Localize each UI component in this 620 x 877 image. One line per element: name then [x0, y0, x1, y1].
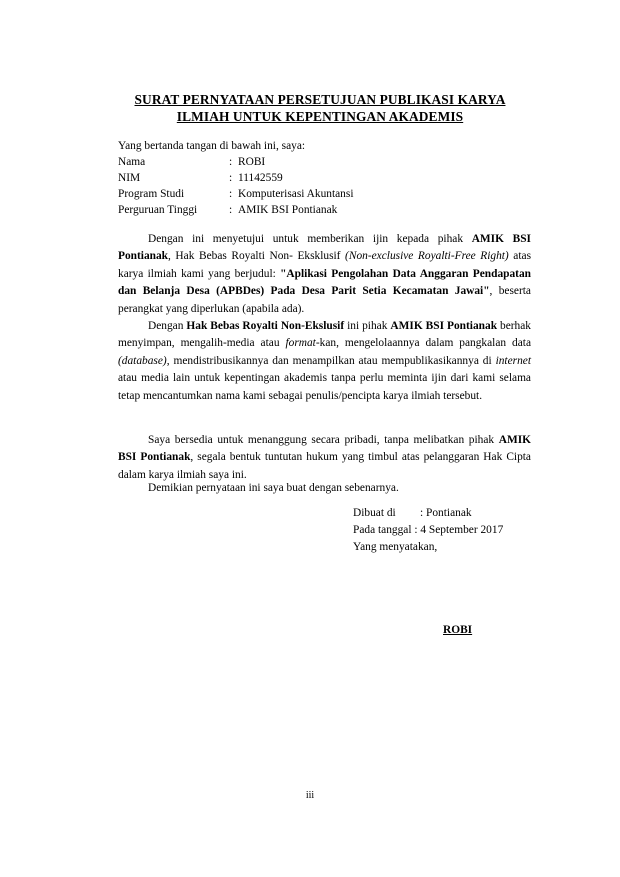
- italic-term: internet: [495, 354, 531, 367]
- field-value: AMIK BSI Pontianak: [238, 204, 338, 216]
- license-term: (Non-exclusive Royalti-Free Right): [345, 250, 509, 263]
- field-perguruan-tinggi: [118, 204, 538, 220]
- signer-name: ROBI: [443, 624, 473, 636]
- license-term: Hak Bebas Royalti Non-Ekslusif: [186, 320, 345, 332]
- institution-name: AMIK BSI Pontianak: [118, 233, 531, 263]
- page-number: iii: [305, 790, 315, 801]
- para1-text: Dengan ini menyetujui untuk memberikan ijin kepada pihak: [148, 233, 472, 245]
- field-value: Komputerisasi Akuntansi: [238, 188, 354, 200]
- institution-name: AMIK BSI Pontianak: [118, 434, 531, 464]
- sign-place: [353, 507, 472, 519]
- para2-text: atau media lain untuk kepentingan akademis tanpa perlu meminta ijin dari kami selama tetap mencantumkan nama kami sebagai penulis/pencipta karya ilmiah tersebut.: [118, 372, 531, 402]
- document-title-line-2: ILMIAH UNTUK KEPENTINGAN AKADEMIS: [176, 109, 464, 124]
- italic-term: format: [285, 337, 316, 350]
- para2-text: , mendistribusikannya dan menampilkan atau mempublikasikannya di: [166, 354, 496, 367]
- intro-text: Yang bertanda tangan di bawah ini, saya:: [118, 140, 306, 152]
- paragraph-rights: [118, 318, 531, 405]
- field-nim: [118, 172, 538, 188]
- italic-term: (database): [118, 354, 167, 367]
- document-title-line-1: SURAT PERNYATAAN PERSETUJUAN PUBLIKASI KARYA: [134, 92, 506, 107]
- para2-text: berhak menyimpan, mengalih-media atau: [118, 320, 532, 350]
- field-separator: :: [229, 204, 233, 216]
- field-label: Nama: [118, 156, 146, 168]
- closing-text: Demikian pernyataan ini saya buat dengan sebenarnya.: [148, 482, 399, 494]
- institution-name: AMIK BSI Pontianak: [390, 320, 498, 332]
- para1-text: atas karya ilmiah kami yang berjudul:: [118, 250, 532, 280]
- field-separator: :: [229, 188, 233, 200]
- field-label: NIM: [118, 172, 141, 184]
- field-nama: [118, 156, 538, 172]
- paragraph-liability: [118, 432, 531, 484]
- sign-statement: Yang menyatakan,: [353, 541, 438, 553]
- para3-text: Saya bersedia untuk menanggung secara pribadi, tanpa melibatkan pihak: [148, 434, 499, 446]
- field-program-studi: [118, 188, 538, 204]
- para3-text: , segala bentuk tuntutan hukum yang timbul atas pelanggaran Hak Cipta dalam karya ilmiah saya ini.: [118, 451, 531, 481]
- field-value: ROBI: [238, 156, 266, 168]
- sign-place-label: Dibuat di: [353, 507, 396, 519]
- thesis-title: "Aplikasi Pengolahan Data Anggaran Pendapatan dan Belanja Desa (APBDes) Pada Desa Parit Setia Kecamatan Jawai": [118, 267, 531, 298]
- field-separator: :: [229, 156, 233, 168]
- para2-text: ini pihak: [344, 320, 391, 332]
- field-label: Perguruan Tinggi: [118, 204, 198, 216]
- para1-text: , Hak Bebas Royalti Non- Eksklusif: [168, 250, 346, 263]
- paragraph-closing: [118, 480, 531, 497]
- field-value: 11142559: [238, 172, 283, 184]
- para2-text: -kan, mengelolaannya dalam pangkalan data: [315, 337, 531, 350]
- sign-date: Pada tanggal : 4 September 2017: [353, 524, 504, 536]
- para2-text: Dengan: [148, 320, 187, 332]
- sign-place-value: : Pontianak: [420, 507, 472, 519]
- field-separator: :: [229, 172, 233, 184]
- para1-text: , beserta perangkat yang diperlukan (apabila ada).: [118, 285, 531, 315]
- paragraph-consent: [118, 231, 531, 318]
- field-label: Program Studi: [118, 188, 185, 200]
